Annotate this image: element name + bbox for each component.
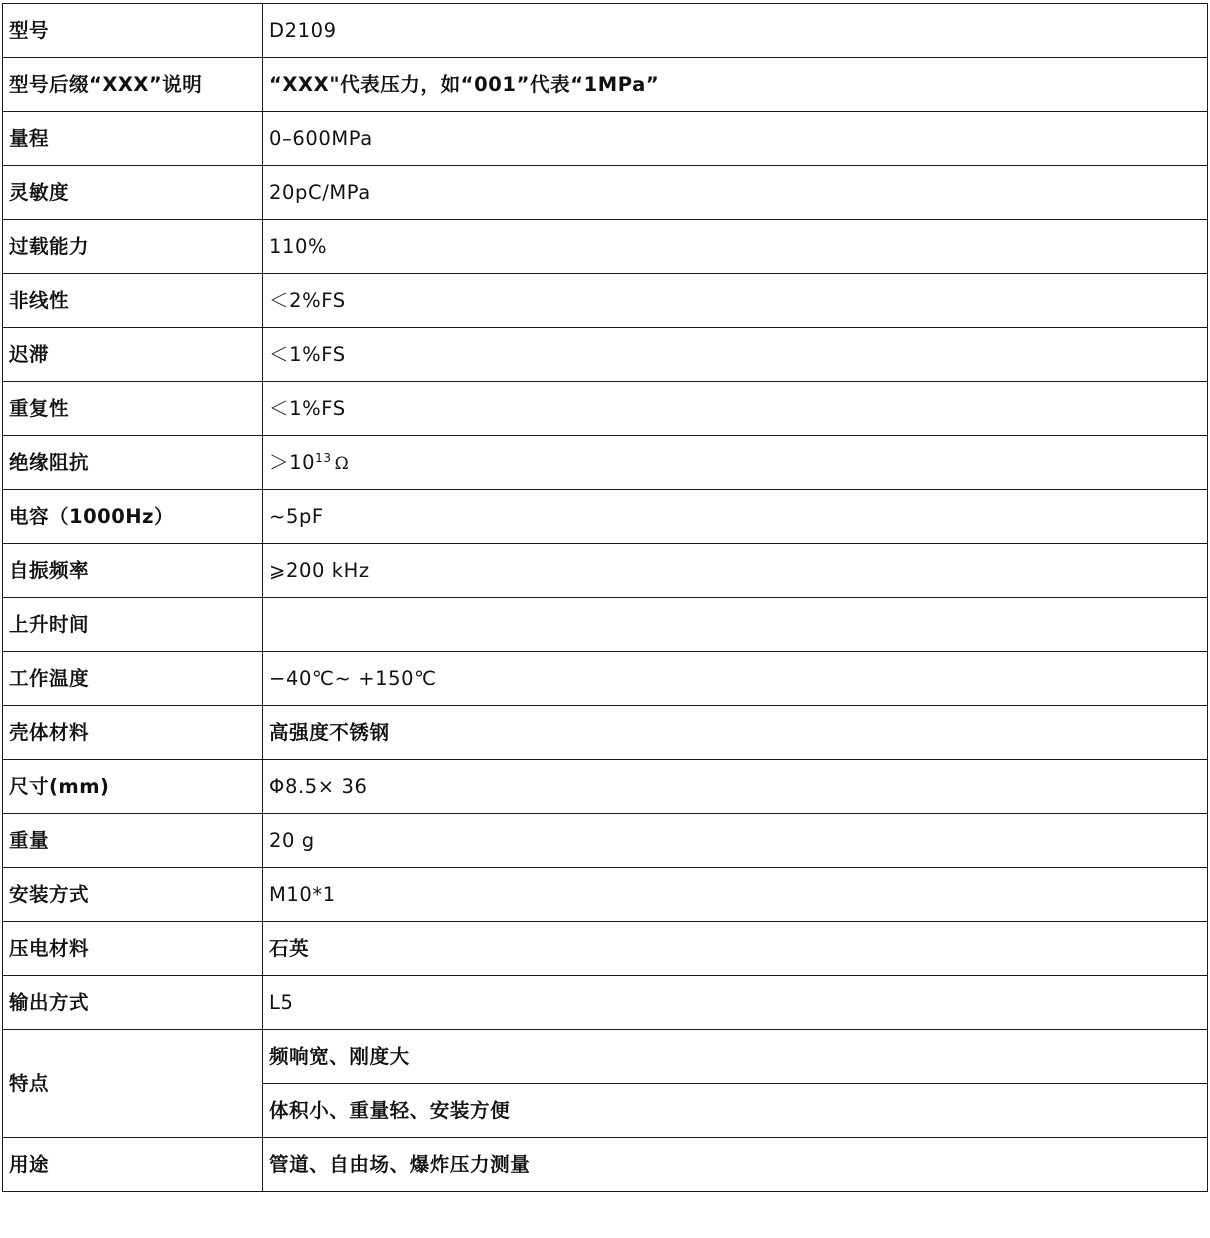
spec-table	[2, 3, 1208, 1192]
row-value: Φ8.5× 36	[263, 760, 1208, 814]
table-row	[3, 166, 1208, 220]
table-row	[3, 274, 1208, 328]
row-label: 安装方式	[3, 868, 263, 922]
table-row	[3, 1138, 1208, 1192]
row-value: ~5pF	[263, 490, 1208, 544]
row-label: 非线性	[3, 274, 263, 328]
row-label: 特点	[3, 1030, 263, 1138]
row-value: 高强度不锈钢	[263, 706, 1208, 760]
row-value: −40℃~ +150℃	[263, 652, 1208, 706]
row-value: L5	[263, 976, 1208, 1030]
row-label: 自振频率	[3, 544, 263, 598]
feature-value: 体积小、重量轻、安装方便	[263, 1084, 1208, 1138]
table-row	[3, 112, 1208, 166]
insulation-prefix: ＞10	[269, 450, 316, 474]
table-row	[3, 490, 1208, 544]
row-value: 20 g	[263, 814, 1208, 868]
table-row	[3, 598, 1208, 652]
row-value	[263, 598, 1208, 652]
row-value: 20pC/MPa	[263, 166, 1208, 220]
table-row	[3, 4, 1208, 58]
row-label: 灵敏度	[3, 166, 263, 220]
row-label: 尺寸(mm)	[3, 760, 263, 814]
row-label: 壳体材料	[3, 706, 263, 760]
table-row	[3, 58, 1208, 112]
row-value: D2109	[263, 4, 1208, 58]
row-label: 量程	[3, 112, 263, 166]
row-label: 用途	[3, 1138, 263, 1192]
feature-value: 频响宽、刚度大	[263, 1030, 1208, 1084]
row-value: 石英	[263, 922, 1208, 976]
row-value: 0–600MPa	[263, 112, 1208, 166]
insulation-exponent: 13	[315, 450, 332, 465]
row-value: 管道、自由场、爆炸压力测量	[263, 1138, 1208, 1192]
row-label: 过载能力	[3, 220, 263, 274]
row-value: ＜2%FS	[263, 274, 1208, 328]
row-label: 电容（1000Hz）	[3, 490, 263, 544]
row-value: ⩾200 kHz	[263, 544, 1208, 598]
table-row	[3, 382, 1208, 436]
row-label: 重复性	[3, 382, 263, 436]
table-row	[3, 220, 1208, 274]
table-row	[3, 328, 1208, 382]
table-row	[3, 652, 1208, 706]
row-label: 工作温度	[3, 652, 263, 706]
row-value: “XXX"代表压力，如“001”代表“1MPa”	[263, 58, 1208, 112]
row-label: 输出方式	[3, 976, 263, 1030]
table-row	[3, 1030, 1208, 1084]
row-label: 型号后缀“XXX”说明	[3, 58, 263, 112]
table-row	[3, 814, 1208, 868]
table-row	[3, 760, 1208, 814]
insulation-value	[263, 436, 1208, 490]
table-row	[3, 436, 1208, 490]
row-value: ＜1%FS	[263, 382, 1208, 436]
table-row	[3, 922, 1208, 976]
row-label: 重量	[3, 814, 263, 868]
row-label: 绝缘阻抗	[3, 436, 263, 490]
row-value: M10*1	[263, 868, 1208, 922]
row-label: 型号	[3, 4, 263, 58]
row-label: 压电材料	[3, 922, 263, 976]
row-label: 迟滞	[3, 328, 263, 382]
ohm-symbol: Ω	[334, 453, 350, 474]
row-label: 上升时间	[3, 598, 263, 652]
row-value: ＜1%FS	[263, 328, 1208, 382]
table-row	[3, 544, 1208, 598]
table-row	[3, 976, 1208, 1030]
table-row	[3, 706, 1208, 760]
row-value: 110%	[263, 220, 1208, 274]
table-row	[3, 868, 1208, 922]
